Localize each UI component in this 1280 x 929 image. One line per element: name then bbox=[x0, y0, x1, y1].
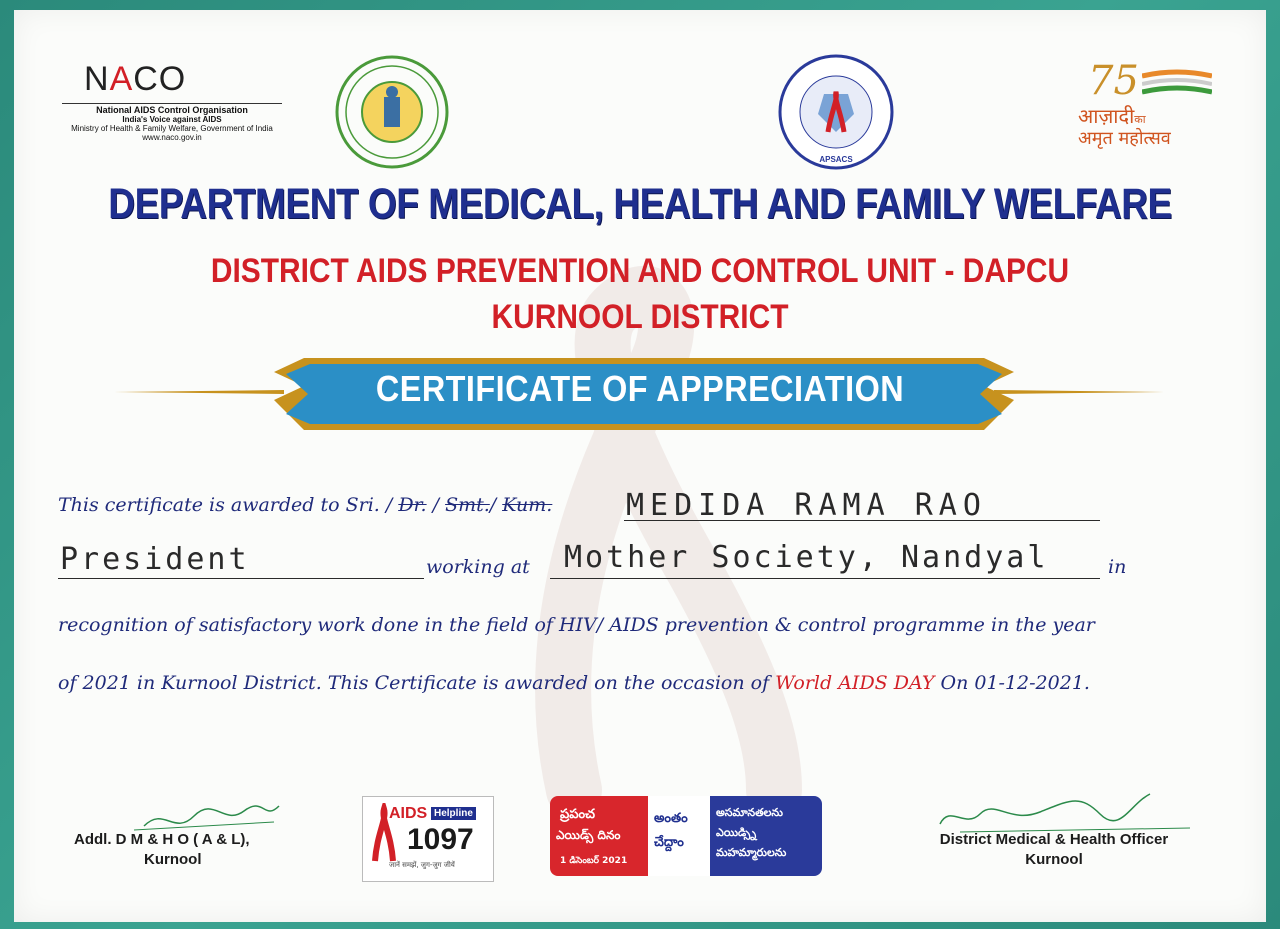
working-at-label: working at bbox=[426, 556, 530, 578]
department-title: DEPARTMENT OF MEDICAL, HEALTH AND FAMILY WELFARE bbox=[108, 180, 1172, 228]
dr-struck: Dr. bbox=[398, 494, 427, 516]
sep: / bbox=[426, 494, 446, 516]
wad-blue-line: ఎయిడ్స్ని bbox=[716, 826, 757, 839]
wad-mid-line: చేద్దాం bbox=[654, 835, 684, 850]
ap-government-seal-icon bbox=[332, 52, 452, 172]
naco-wordmark: NACO bbox=[84, 60, 187, 98]
azadi-line1-small: का bbox=[1134, 113, 1146, 126]
recognition-line: recognition of satisfactory work done in the field of HIV/ AIDS prevention & control programme in the year bbox=[58, 614, 1095, 636]
naco-line: Ministry of Health & Family Welfare, Government of India bbox=[71, 124, 273, 133]
azadi-line1: आज़ादी bbox=[1078, 104, 1135, 128]
designation-underline bbox=[58, 578, 424, 579]
certificate bbox=[14, 10, 1266, 922]
wad-mid-line: అంతం bbox=[654, 811, 688, 826]
aids-helpline-badge bbox=[362, 796, 494, 882]
tricolor-flag-icon bbox=[1142, 68, 1212, 98]
apsacs-short: APSACS bbox=[819, 155, 853, 164]
wad-date: 1 డిసెంబర్ 2021 bbox=[560, 856, 628, 866]
world-aids-day-badge bbox=[550, 796, 822, 876]
azadi-ka-amrit-mahotsav-logo bbox=[1070, 58, 1220, 158]
recipient-designation: President bbox=[60, 542, 250, 577]
left-signatory-place: Kurnool bbox=[144, 851, 202, 868]
unit-title: DISTRICT AIDS PREVENTION AND CONTROL UNIT - DAPCU bbox=[210, 252, 1070, 290]
smt-struck: Smt. bbox=[445, 494, 490, 516]
recipient-organisation: Mother Society, Nandyal bbox=[564, 540, 1049, 575]
helpline-tagline: जानें समझें, जुग-जुग जीयें bbox=[389, 861, 455, 869]
wad-blue-line: అసమానతలను bbox=[716, 806, 783, 819]
certificate-title: CERTIFICATE OF APPRECIATION bbox=[375, 368, 905, 409]
right-signatory-title: District Medical & Health Officer bbox=[939, 831, 1169, 848]
naco-line: www.naco.gov.in bbox=[142, 133, 202, 142]
wad-red-line: ఎయిడ్స్ దినం bbox=[556, 828, 621, 842]
azadi-75: 75 bbox=[1088, 58, 1139, 104]
awarded-to-text: This certificate is awarded to Sri. / bbox=[58, 494, 399, 516]
occasion-text: of 2021 in Kurnool District. This Certificate is awarded on the occasion of bbox=[58, 672, 776, 694]
occasion-line bbox=[58, 672, 1090, 694]
right-signatory bbox=[920, 830, 1188, 870]
kum-struck: Kum. bbox=[502, 494, 553, 516]
naco-line: India's Voice against AIDS bbox=[122, 115, 222, 124]
district-title: KURNOOL DISTRICT bbox=[491, 298, 789, 336]
sep: / bbox=[489, 494, 503, 516]
in-label: in bbox=[1108, 556, 1127, 578]
awarded-to-line bbox=[58, 494, 552, 516]
left-signatory-title: Addl. D M & H O ( A & L), bbox=[74, 831, 250, 848]
apsacs-logo-icon bbox=[776, 52, 896, 172]
helpline-number: 1097 bbox=[407, 823, 474, 856]
organisation-underline bbox=[550, 578, 1100, 579]
helpline-label: Helpline bbox=[431, 807, 476, 820]
right-signatory-place: Kurnool bbox=[1025, 851, 1083, 868]
naco-line: National AIDS Control Organisation bbox=[62, 103, 282, 115]
wad-red-line: ప్రపంచ bbox=[560, 807, 595, 822]
event-name: World AIDS DAY bbox=[775, 672, 935, 694]
helpline-aids: AIDS bbox=[389, 805, 428, 822]
left-signatory bbox=[74, 830, 250, 870]
azadi-line2: अमृत महोत्सव bbox=[1078, 128, 1171, 149]
naco-logo bbox=[62, 60, 282, 142]
occasion-date: On 01-12-2021. bbox=[934, 672, 1090, 694]
wad-blue-line: మహమ్మారులను bbox=[716, 846, 787, 859]
recipient-name: MEDIDA RAMA RAO bbox=[626, 488, 987, 523]
